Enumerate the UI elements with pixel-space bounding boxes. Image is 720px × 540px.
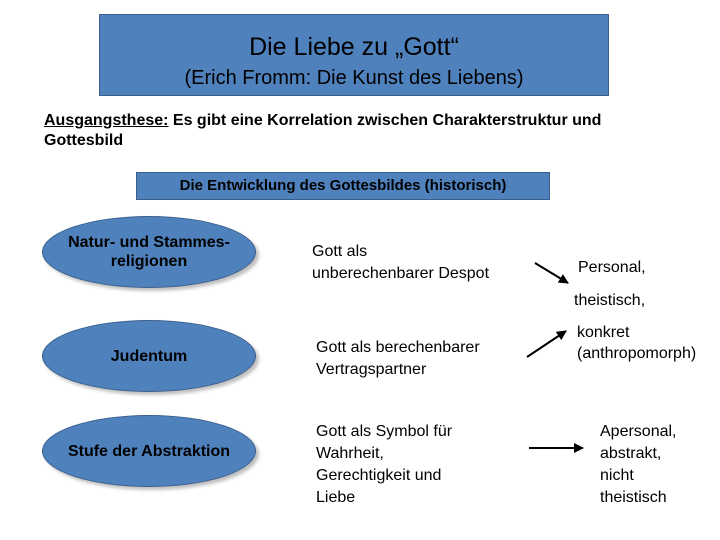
title: Die Liebe zu „Gott“	[249, 33, 459, 61]
section-title-box: Die Entwicklung des Gottesbildes (historisch)	[136, 172, 550, 200]
stage-label: Stufe der Abstraktion	[67, 442, 231, 460]
thesis-text: Es gibt eine Korrelation zwischen Charakterstruktur und Gottesbild	[44, 112, 602, 149]
stage-label: Natur- und Stammes- religionen	[68, 234, 230, 270]
result-theistic: theistisch,	[574, 292, 646, 309]
arrow-up-icon	[527, 331, 566, 357]
stage-description: Gott als Symbol für Wahrheit, Gerechtigkeit und Liebe	[316, 423, 453, 506]
result-personal: Personal,	[578, 259, 646, 276]
subtitle: (Erich Fromm: Die Kunst des Liebens)	[184, 67, 524, 89]
result-concrete: konkret (anthropomorph)	[577, 324, 697, 362]
arrow-down-icon	[535, 263, 568, 283]
stage-description: Gott als berechenbarer Vertragspartner	[316, 339, 480, 378]
result-apersonal: Apersonal, abstrakt, nicht theistisch	[600, 423, 677, 506]
stage-description: Gott als unberechenbarer Despot	[312, 243, 490, 282]
stage-label: Judentum	[110, 347, 188, 365]
thesis-label: Ausgangsthese:	[44, 112, 169, 129]
